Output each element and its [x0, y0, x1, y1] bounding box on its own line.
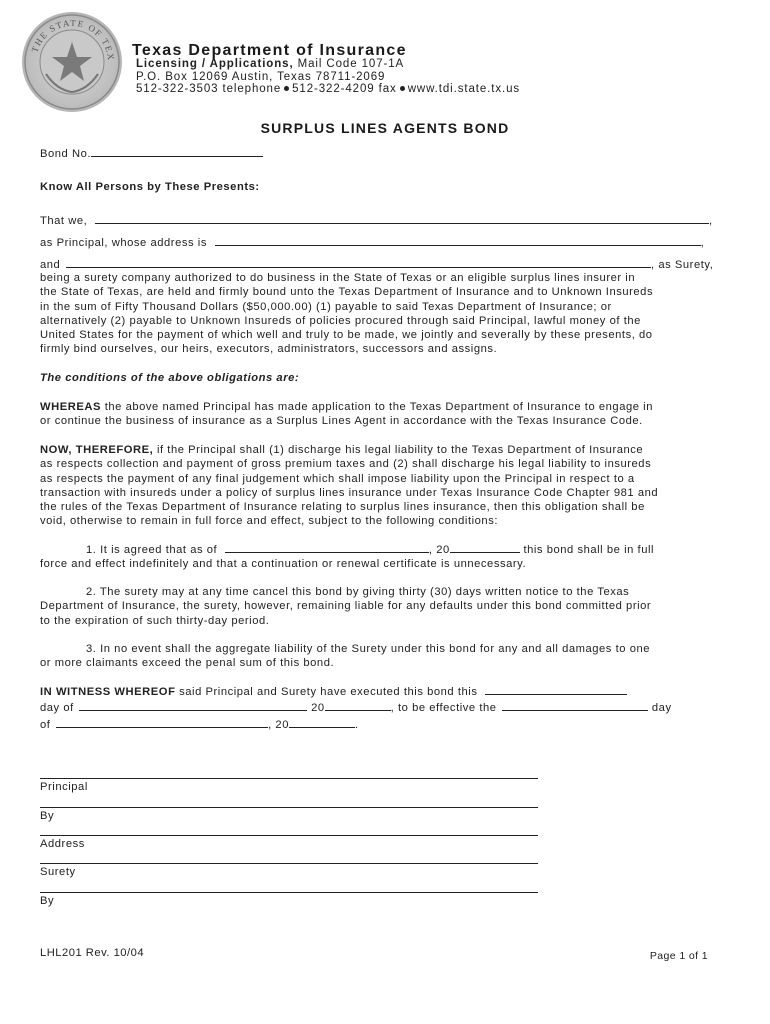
- that-we-row: That we, ,: [40, 215, 713, 227]
- surety-label: Surety: [40, 866, 76, 878]
- principal-address-row: as Principal, whose address is ,: [40, 237, 705, 249]
- paragraph-line: 2. The surety may at any time cancel this bond by giving thirty (30) days written notice to the Texas: [86, 586, 630, 598]
- paragraph-line: the rules of the Texas Department of Insurance relating to surplus lines insurance, then this obligation shall be: [40, 501, 645, 514]
- now-therefore-paragraph: [40, 443, 728, 529]
- principal-address-field[interactable]: [215, 235, 701, 246]
- texas-seal-icon: [22, 12, 122, 112]
- paragraph-line: void, otherwise to remain in full force and effect, subject to the following conditions:: [40, 515, 499, 528]
- principal-address-label: as Principal, whose address is: [40, 237, 207, 249]
- as-surety-label: , as Surety,: [651, 259, 714, 271]
- of-label: of: [40, 718, 51, 731]
- witness-year-field[interactable]: [325, 700, 391, 711]
- whereas-paragraph: [40, 400, 728, 429]
- effective-year-field[interactable]: [289, 717, 355, 728]
- paragraph-line: being a surety company authorized to do business in the State of Texas or an eligible surplus lines insurer in: [40, 272, 636, 284]
- witness-month-field[interactable]: [79, 700, 307, 711]
- surety-paragraph: [40, 271, 728, 357]
- bond-no-field[interactable]: [91, 146, 263, 157]
- paragraph-line: force and effect indefinitely and that a continuation or renewal certificate is unnecessary.: [40, 558, 527, 571]
- day-label: day: [651, 702, 672, 715]
- paragraph-line: firmly bind ourselves, our heirs, executors, administrators, successors and assigns.: [40, 343, 498, 356]
- whereas-label: WHEREAS: [40, 401, 102, 413]
- year-prefix: , 20: [268, 718, 289, 731]
- division-name: Licensing / Applications,: [136, 58, 294, 70]
- website-link[interactable]: www.tdi.state.tx.us: [407, 83, 521, 95]
- page-number: Page 1 of 1: [649, 950, 708, 962]
- paragraph-line: in the sum of Fifty Thousand Dollars ($50,000.00) (1) payable to said Texas Department of Insurance; or: [40, 300, 612, 313]
- paragraph-line: as respects collection and payment of gross premium taxes and (2) shall discharge his legal liability to insureds: [40, 458, 652, 471]
- bond-no-row: [40, 146, 728, 161]
- paragraph-line: the State of Texas, are held and firmly bound unto the Texas Department of Insurance and to Unknown Insureds: [40, 286, 654, 299]
- effective-label: , to be effective the: [390, 702, 497, 715]
- and-label: and: [40, 259, 61, 271]
- period: .: [354, 718, 359, 731]
- paragraph-line: the above named Principal has made application to the Texas Department of Insurance to engage in: [101, 401, 653, 413]
- state-seal: [22, 12, 122, 112]
- principal-label: Principal: [40, 781, 88, 793]
- year-prefix: 20: [311, 702, 325, 715]
- witness-label: IN WITNESS WHEREOF: [40, 686, 176, 698]
- paragraph-line: or more claimants exceed the penal sum of this bond.: [40, 657, 335, 670]
- bond-no-label: Bond No.: [40, 148, 92, 160]
- phone-number: 512-322-3503 telephone: [136, 83, 282, 95]
- agency-title: Texas Department of Insurance: [132, 42, 407, 59]
- surety-row: [40, 257, 728, 272]
- document-title: SURPLUS LINES AGENTS BOND: [260, 120, 510, 136]
- conditions-heading: The conditions of the above obligations are:: [40, 372, 300, 384]
- principal-by-label: By: [40, 810, 55, 822]
- mail-code: Mail Code 107-1A: [293, 58, 405, 70]
- effective-date-field[interactable]: [225, 542, 429, 553]
- contact-line: [136, 83, 520, 95]
- surety-signature-line[interactable]: [40, 863, 538, 864]
- paragraph-line: if the Principal shall (1) discharge his legal liability to the Texas Department of Insurance: [153, 444, 644, 456]
- principal-name-field[interactable]: [95, 213, 709, 224]
- paragraph-line: Department of Insurance, the surety, however, remaining liable for any defaults under this bond committed prior: [40, 600, 652, 613]
- form-number: LHL201 Rev. 10/04: [40, 947, 145, 959]
- know-all-heading: Know All Persons by These Presents:: [40, 181, 260, 193]
- witness-paragraph: [40, 684, 728, 732]
- condition-3: [40, 642, 728, 671]
- bullet-icon: [284, 86, 289, 91]
- surety-name-field[interactable]: [66, 257, 651, 268]
- condition-1: [40, 542, 728, 572]
- paragraph-line: United States for the payment of which well and truly to be made, we jointly and severally by these presents, do: [40, 329, 653, 342]
- fax-number: 512-322-4209 fax: [292, 83, 397, 95]
- address-signature-line[interactable]: [40, 835, 538, 836]
- that-we-label: That we,: [40, 215, 88, 227]
- principal-by-signature-line[interactable]: [40, 807, 538, 808]
- paragraph-line: as respects the payment of any final judgement which shall impose liability upon the Principal in respect to a: [40, 472, 635, 485]
- paragraph-line: to the expiration of such thirty-day period.: [40, 614, 270, 627]
- paragraph-line: 3. In no event shall the aggregate liability of the Surety under this bond for any and all damages to one: [86, 643, 651, 655]
- division-line: [136, 58, 404, 70]
- effective-year-field[interactable]: [450, 542, 520, 553]
- condition-2: [40, 585, 728, 628]
- now-therefore-label: NOW, THEREFORE,: [40, 444, 154, 456]
- day-of-label: day of: [40, 702, 74, 715]
- paragraph-line: transaction with insureds under a policy of surplus lines insurance under Texas Insurance Code Chapter 981 and: [40, 486, 659, 499]
- address-label: Address: [40, 838, 85, 850]
- condition-1-text: 1. It is agreed that as of: [86, 544, 218, 556]
- effective-day-field[interactable]: [502, 700, 648, 711]
- surety-by-signature-line[interactable]: [40, 892, 538, 893]
- mailing-address: P.O. Box 12069 Austin, Texas 78711-2069: [136, 71, 386, 83]
- witness-day-field[interactable]: [485, 684, 627, 695]
- principal-signature-line[interactable]: [40, 778, 538, 779]
- surety-by-label: By: [40, 895, 55, 907]
- paragraph-line: alternatively (2) payable to Unknown Insureds of policies procured through said Principal, lawful money of the: [40, 314, 641, 327]
- seal-text: THE STATE OF TEX: [29, 17, 117, 62]
- bullet-icon: [400, 86, 405, 91]
- year-prefix: , 20: [428, 544, 450, 556]
- effective-month-field[interactable]: [56, 717, 268, 728]
- condition-1-text-end: this bond shall be in full: [523, 544, 655, 556]
- paragraph-line: or continue the business of insurance as a Surplus Lines Agent in accordance with the Texas Insurance Code.: [40, 415, 643, 428]
- witness-text: said Principal and Surety have executed this bond this: [175, 686, 478, 698]
